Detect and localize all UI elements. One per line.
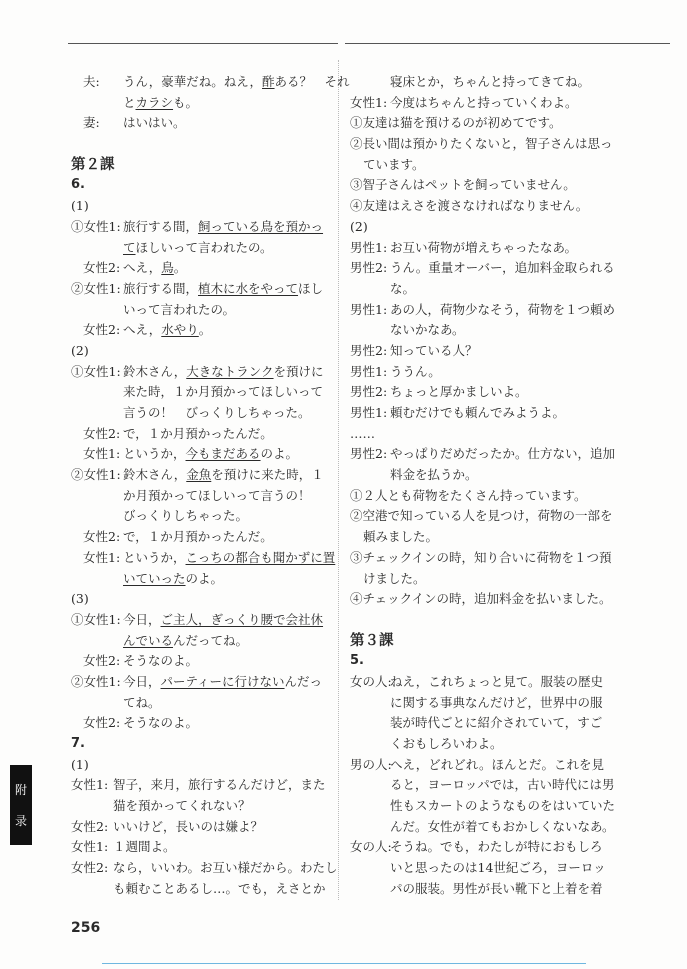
text-segment: (2) [71,342,89,358]
text-line [71,217,333,238]
text-line [71,382,333,403]
text-line [71,672,333,693]
speaker-label: 男性2: [350,260,388,276]
text-segment: いって言われたの。 [123,301,236,317]
lesson-heading [71,155,333,176]
text-segment: ています。 [363,156,425,172]
text-segment: 6. [71,177,85,193]
speaker-label: 女性2: [83,322,121,338]
text-line [71,858,338,879]
side-tab-char: 录 [14,814,27,828]
underlined-phrase: いていった [123,570,186,586]
text-line [350,569,610,590]
speaker-label: 女性2: [71,818,109,834]
text-line [71,341,333,362]
text-segment: (1) [71,756,89,772]
text-line [71,817,333,838]
text-segment: も頼むことあるし…。でも，えさとか [113,880,326,896]
text-segment: に関する事典なんだけど，世界中の服 [390,694,603,710]
text-segment: パの服装。男性が長い靴下と上着を着 [390,880,603,896]
text-segment: ないかなあ。 [390,322,465,338]
text-segment: 装が時代ごとに紹介されていて，すご [390,715,603,731]
text-line [71,403,333,424]
speaker-label: 女性1: [71,777,109,793]
speaker-label: 夫: [83,74,100,89]
underlined-phrase: 水やり [161,322,199,338]
text-line [350,465,610,486]
text-segment: 第２課 [71,156,115,173]
text-segment: そうなのよ。 [123,653,199,669]
text-line [71,713,333,734]
text-segment: へえ， [123,260,162,276]
text-segment: 鈴木さん， [123,363,187,379]
speaker-label: 女の人: [350,839,392,855]
text-line [71,238,333,259]
speaker-label: ①女性1: [71,611,121,627]
text-segment: てね。 [123,694,161,710]
text-line [71,527,333,548]
text-line [350,486,610,507]
speaker-label: 女性1: [83,549,121,565]
text-segment: 。 [173,260,187,276]
exercise-number [71,734,333,755]
text-line [350,817,615,838]
text-segment: んだってね。 [173,632,249,648]
text-segment: ほし [298,280,324,296]
text-line [350,693,610,714]
text-segment: 来た時，１か月預かってほしいって [123,384,324,400]
text-segment: ①友達は猫を預けるのが初めてです。 [350,115,562,131]
appendix-side-tab [10,765,32,845]
text-line [71,279,333,300]
text-line [71,755,333,776]
speaker-label: 女性2: [83,529,121,545]
speaker-label: 男性1: [350,363,388,379]
speaker-label: ②女性1: [71,280,121,296]
text-segment: 頼むだけでも頼んでみようよ。 [390,405,566,420]
speaker-label: ②女性1: [71,673,121,689]
text-segment: そうなのよ。 [123,715,199,731]
speaker-label: 女性2: [83,425,121,441]
text-segment: １週間よ。 [113,839,176,855]
text-line [71,300,333,321]
text-segment: 。 [198,322,212,338]
text-segment: 寝床とか，ちゃんと持ってきてね。 [390,74,591,89]
text-segment: ある？ それ [274,74,350,89]
text-line [71,113,333,134]
text-segment: 5. [350,653,364,669]
text-segment: やっぱりだめだったか。仕方ない，追加 [390,446,616,462]
text-line [350,424,610,445]
text-segment: ると，ヨーロッパでは，古い時代には男 [390,777,615,793]
text-line [71,796,333,817]
text-segment: ②空港で知っている人を見つけ，荷物の一部を [350,508,613,524]
text-segment: いいけど，長いのは嫌よ？ [113,818,264,834]
text-line [350,672,610,693]
text-segment: 言うの！ びっくりしちゃった。 [123,405,311,420]
text-line [350,279,610,300]
exercise-number [350,651,610,672]
text-segment: へえ，どれどれ。ほんとだ。これを見 [390,756,605,772]
column-divider [338,60,339,900]
text-line [350,506,613,527]
text-segment: ねえ，これちょっと見て。服装の歴史 [390,673,604,689]
text-line [71,424,333,445]
text-segment: というか， [123,446,186,462]
text-segment: ③チェックインの時，知り合いに荷物を１つ預 [350,549,612,565]
text-segment: あの人，荷物少なそう，荷物を１つ頼め [390,301,616,317]
text-line [71,837,333,858]
text-line [350,713,610,734]
text-segment: 今日， [123,673,161,689]
text-segment: と [123,94,136,110]
header-rule [345,43,670,44]
text-line [350,238,610,259]
text-segment: というか， [123,549,186,565]
speaker-label: 男性1: [350,405,388,420]
text-segment: な。 [390,280,416,296]
text-segment: ちょっと厚かましいよ。 [390,384,528,400]
underlined-phrase: 植木に水をやって [198,280,299,296]
text-segment: はいはい。 [123,115,186,131]
underlined-phrase: 酢 [262,74,275,89]
text-line [71,693,333,714]
text-line [350,362,610,383]
underlined-phrase: 今もまだある [185,446,261,462]
text-line [350,734,610,755]
text-line [71,72,350,93]
speaker-label: 女性1: [83,446,121,462]
text-line [71,196,333,217]
text-segment: ほしいって言われたの。 [135,239,273,255]
text-line [71,134,333,155]
text-line [71,320,333,341]
text-segment: 今度はちゃんと持っていくわよ。 [390,94,578,110]
text-line [71,775,333,796]
speaker-label: 女性1: [350,94,388,110]
underlined-phrase: 金魚 [186,467,212,483]
text-line [71,486,333,507]
text-line [71,93,333,114]
text-segment: で，１か月預かったんだ。 [123,529,273,545]
text-line [350,403,610,424]
text-line [350,879,610,900]
speaker-label: 女性2: [83,715,121,731]
text-segment: ううん。 [390,363,441,379]
text-segment: いと思ったのは14世紀ごろ，ヨーロッ [390,860,606,876]
text-line [350,93,610,114]
text-segment: 鈴木さん， [123,467,187,483]
text-line [350,444,616,465]
text-segment: 7. [71,736,85,751]
text-segment: も。 [173,94,199,110]
right-column [350,72,616,900]
page-number: 256 [71,920,101,936]
text-line [71,444,333,465]
text-line [350,589,610,610]
text-segment: 頼みました。 [363,529,439,545]
speaker-label: ①女性1: [71,363,121,379]
text-segment: (2) [350,218,368,234]
text-segment: けました。 [363,570,426,586]
speaker-label: 男性2: [350,446,388,462]
text-line [71,465,333,486]
speaker-label: 男性2: [350,384,388,400]
text-segment: のよ。 [185,570,224,586]
text-line [71,506,333,527]
speaker-label: 女性2: [83,653,121,669]
text-segment: うん，豪華だね。ねえ， [123,74,263,89]
text-segment: を預けに [273,363,324,379]
text-line [350,527,610,548]
text-segment: そうね。でも，わたしが特におもしろ [390,839,603,855]
text-segment: 第３課 [350,632,394,649]
text-segment: のよ。 [260,446,299,462]
text-line [350,196,610,217]
text-segment: 性もスカートのようなものをはいていた [390,798,616,814]
speaker-label: 男性1: [350,301,388,317]
text-segment: 旅行する間， [123,218,199,234]
text-segment: 智子，来月，旅行するんだけど，また [113,777,326,793]
text-line [71,631,333,652]
text-line [71,258,333,279]
speaker-label: ①女性1: [71,218,121,234]
text-line [350,72,610,93]
text-segment: うん。重量オーバー，追加料金取られる [390,260,615,276]
text-segment: くおもしろいわよ。 [390,736,503,751]
header-rule [68,43,338,44]
text-line [350,258,615,279]
speaker-label: 女の人: [350,673,392,689]
text-segment: お互い荷物が増えちゃったなあ。 [390,239,578,255]
text-line [350,610,610,631]
text-line [350,775,615,796]
text-line [71,569,333,590]
text-line [71,610,333,631]
text-line [350,837,610,858]
text-line [71,548,336,569]
lesson-heading [350,631,610,652]
text-line [350,155,610,176]
text-segment: なら，いいわ。お互い様だから。わたし [113,860,338,876]
speaker-label: 女性2: [83,260,121,276]
text-segment: (1) [71,198,89,214]
text-line [350,382,610,403]
underlined-phrase: 鳥 [161,260,174,276]
underlined-phrase: パーティーに行けない [160,673,285,689]
text-line [350,217,610,238]
text-line [350,755,610,776]
text-segment: びっくりしちゃった。 [123,508,249,524]
text-segment: んだっ [284,673,323,689]
text-segment: で，１か月預かったんだ。 [123,425,273,441]
text-segment: を預けに来た時，１ [211,467,324,483]
underlined-phrase: こっちの都合も聞かずに置 [185,549,336,565]
text-line [350,320,610,341]
text-segment: んだ。女性が着てもおかしくないなあ。 [390,818,615,834]
text-segment: (3) [71,591,89,607]
text-segment: ④友達はえさを渡さなければなりません。 [350,198,589,214]
exercise-number [71,175,333,196]
text-segment: ③智子さんはペットを飼っていません。 [350,177,576,193]
text-segment: ④チェックインの時，追加料金を払いました。 [350,591,612,607]
text-line [350,858,610,879]
text-line [350,341,610,362]
text-line [350,548,610,569]
speaker-label: 男性2: [350,342,388,358]
text-segment: へえ， [123,322,162,338]
text-segment: …… [350,425,375,441]
left-column [71,72,350,900]
text-line [350,113,610,134]
underlined-phrase: 飼っている鳥を預かっ [198,218,324,234]
speaker-label: 男の人: [350,756,392,772]
side-tab-char: 附 [14,783,27,797]
text-line [71,362,333,383]
underlined-phrase: 大きなトランク [186,363,274,379]
text-segment: か月預かってほしいって言うの！ [123,487,311,503]
text-line [350,796,616,817]
text-line [350,134,613,155]
text-segment: 今日， [123,611,161,627]
text-line [71,879,333,900]
underlined-phrase: て [123,239,136,255]
text-segment: 知っている人？ [390,342,478,358]
bottom-blue-line [102,963,586,964]
text-line [350,175,610,196]
text-segment: 猫を預かってくれない？ [113,798,251,814]
text-segment: 旅行する間， [123,280,199,296]
underlined-phrase: ご主人，ぎっくり腰で会社休 [160,611,324,627]
text-line [350,300,616,321]
text-segment: ①２人とも荷物をたくさん持っています。 [350,487,587,503]
speaker-label: 男性1: [350,239,388,255]
text-segment: 料金を払うか。 [390,467,478,483]
underlined-phrase: んでいる [123,632,174,648]
text-line [71,589,333,610]
speaker-label: 女性1: [71,839,109,855]
speaker-label: 妻: [83,115,100,131]
text-segment: ②長い間は預かりたくないと，智子さんは思っ [350,136,613,152]
text-line [71,651,333,672]
underlined-phrase: カラシ [135,94,174,110]
speaker-label: ②女性1: [71,467,121,483]
speaker-label: 女性2: [71,860,109,876]
